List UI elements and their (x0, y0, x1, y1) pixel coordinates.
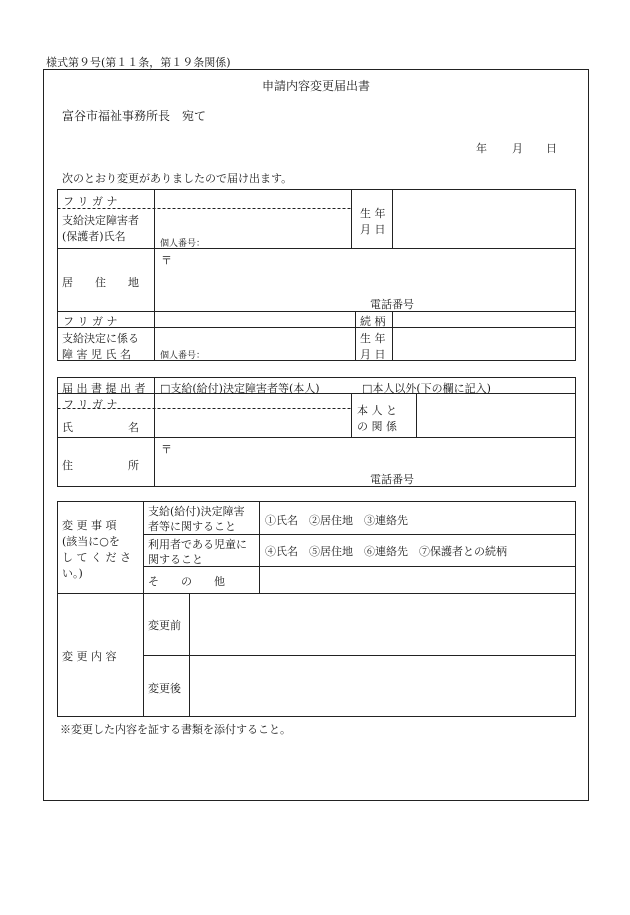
submitter-relation-label-1: 本 人 と (357, 404, 397, 417)
submitter-address-label: 住 所 (62, 459, 139, 472)
change-items-label-3: し て く だ さ (62, 551, 131, 564)
submitter-relation-label-2: の 関 係 (357, 420, 397, 433)
applicant-name-label-2: (保護者)氏名 (62, 230, 126, 243)
footnote: ※変更した内容を証する書類を添付すること。 (60, 723, 291, 736)
child-my-number-label: 個人番号： (160, 351, 206, 361)
change-items-label-1: 変 更 事 項 (62, 519, 117, 532)
row3-category: そ の 他 (148, 575, 225, 588)
phone-label: 電話番号 (370, 298, 414, 311)
birth-label-1: 生 年 (360, 207, 386, 220)
child-birth-label-2: 月 日 (360, 348, 386, 361)
child-name-label-1: 支給決定に係る (62, 332, 139, 345)
furigana-label: フ リ ガ ナ (63, 195, 118, 208)
change-content-label: 変 更 内 容 (62, 650, 117, 663)
birth-label-2: 月 日 (360, 223, 386, 236)
date-day: 日 (546, 142, 557, 155)
child-furigana-label: フ リ ガ ナ (63, 315, 118, 328)
submitter-name-label: 氏 名 (62, 421, 139, 434)
applicant-name-label-1: 支給決定障害者 (62, 214, 139, 227)
form-title: 申請内容変更届出書 (261, 79, 371, 93)
before-label: 変更前 (148, 619, 181, 632)
date-year: 年 (476, 142, 487, 155)
child-birth-label-1: 生 年 (360, 332, 386, 345)
change-items-label-4: い。) (62, 567, 83, 580)
form-number: 様式第９号(第１１条，第１９条関係) (46, 56, 231, 69)
relation-label: 続 柄 (360, 315, 386, 328)
row2-category-2: 関すること (148, 553, 203, 566)
row1-category-1: 支給(給付)決定障害 (148, 505, 245, 518)
addressee: 富谷市福祉事務所長 宛て (62, 109, 207, 123)
postal-mark: 〒 (161, 254, 172, 267)
submitter-option-other: □本人以外(下の欄に記入) (362, 382, 491, 395)
date-month: 月 (512, 142, 523, 155)
row1-category-2: 者等に関すること (148, 520, 236, 533)
row1-options: ①氏名 ②居住地 ③連絡先 (265, 514, 408, 527)
submitter-furigana-label: フ リ ガ ナ (63, 398, 118, 411)
my-number-label: 個人番号： (160, 239, 206, 249)
submitter-postal-mark: 〒 (161, 443, 172, 456)
row2-options: ④氏名 ⑤居住地 ⑥連絡先 ⑦保護者との続柄 (265, 545, 507, 558)
child-name-label-2: 障 害 児 氏 名 (62, 348, 131, 361)
row2-category-1: 利用者である児童に (148, 538, 247, 551)
after-label: 変更後 (148, 682, 181, 695)
change-items-label-2: (該当に○を (62, 535, 120, 548)
submitter-label: 届 出 書 提 出 者 (62, 382, 146, 395)
submitter-option-self: □支給(給付)決定障害者等(本人) (160, 382, 320, 395)
intro-text: 次のとおり変更がありましたので届け出ます。 (62, 172, 293, 185)
address-label: 居 住 地 (62, 276, 139, 289)
submitter-phone-label: 電話番号 (370, 473, 414, 486)
